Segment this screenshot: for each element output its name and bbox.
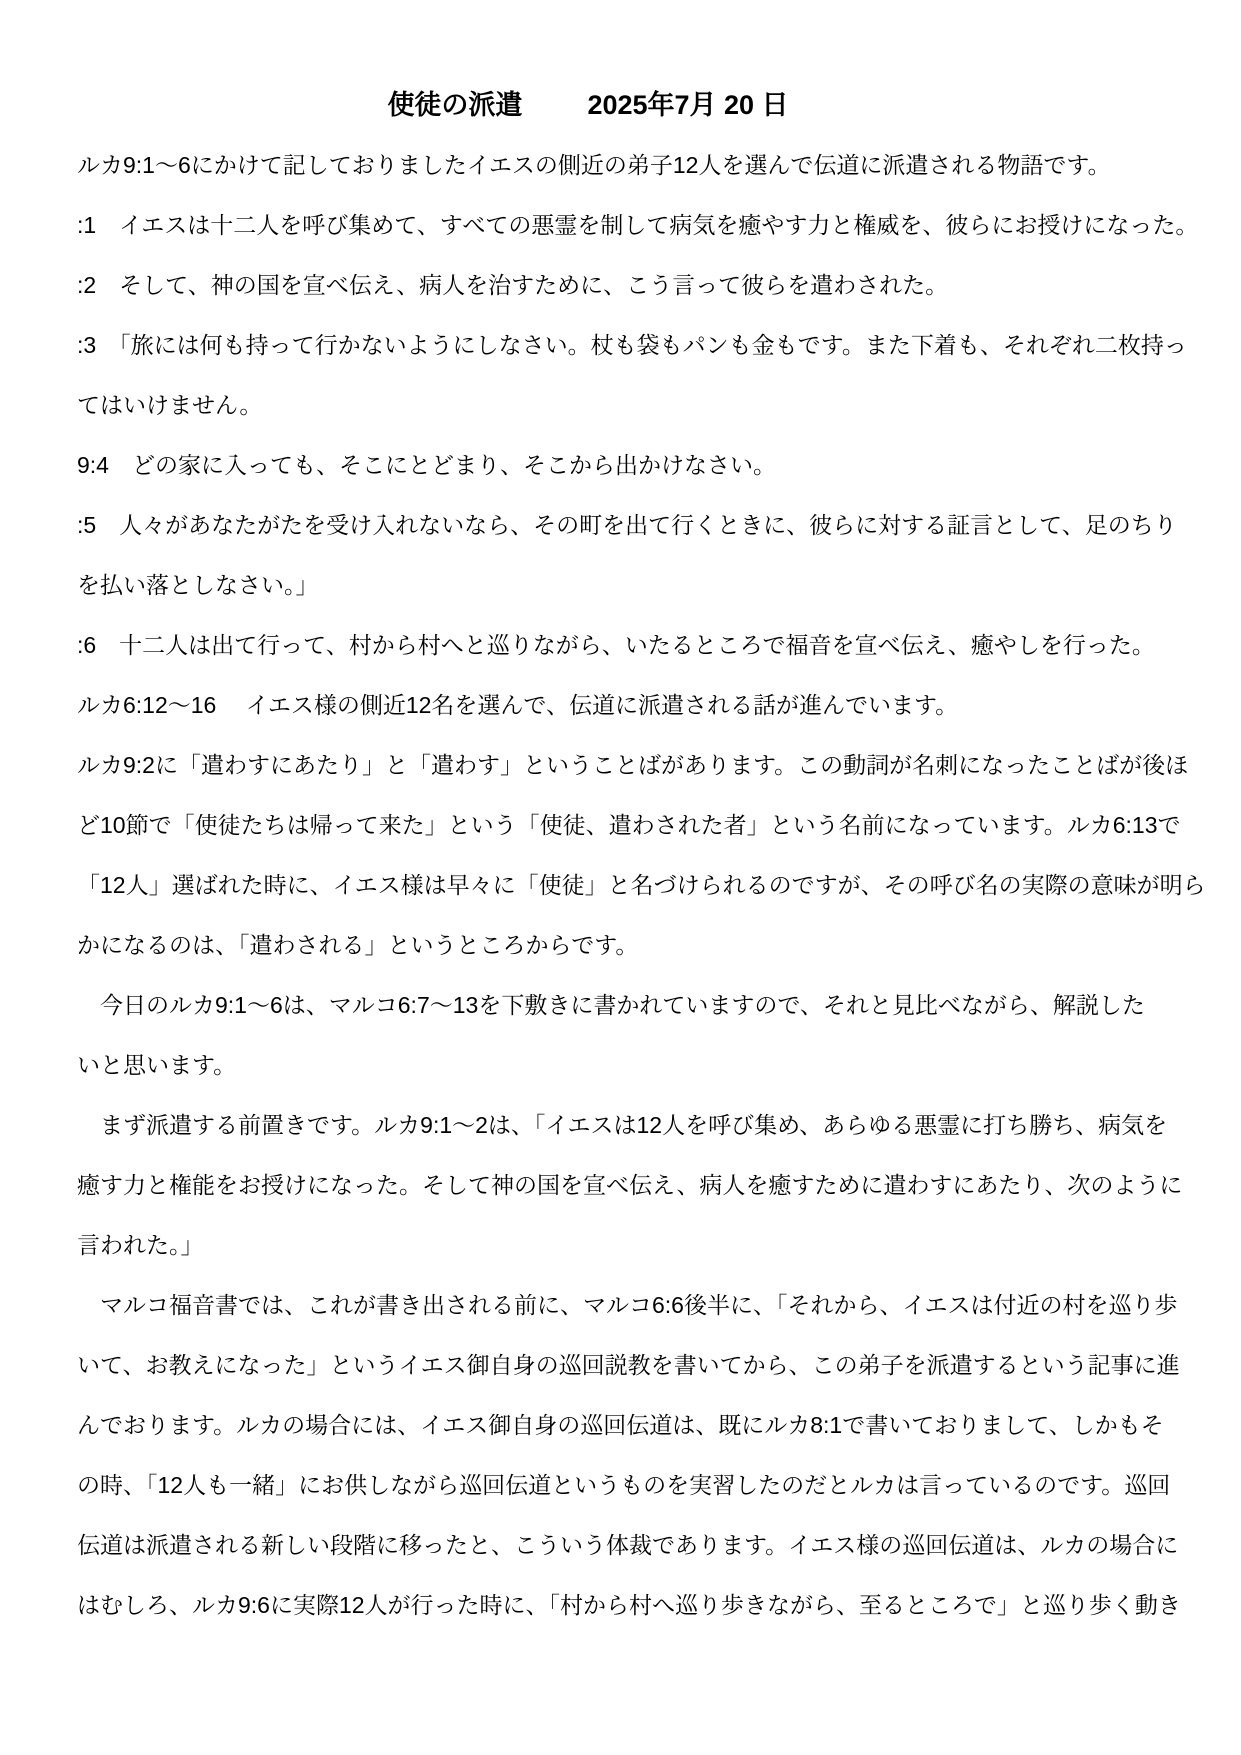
- text-line-22: んでおります。ルカの場合には、イエス御自身の巡回伝道は、既にルカ8:1で書いておりまして、しかもそ: [77, 1412, 1164, 1438]
- text-line-2: :1 イエスは十二人を呼び集めて、すべての悪霊を制して病気を癒やす力と権威を、彼らにお授けになった。: [77, 212, 1199, 238]
- text-line-10: ルカ6:12～16 イエス様の側近12名を選んで、伝道に派遣される話が進んでいます。: [77, 692, 959, 718]
- document-title: 使徒の派遣: [387, 90, 523, 120]
- text-line-24: 伝道は派遣される新しい段階に移ったと、こういう体裁であります。イエス様の巡回伝道は、ルカの場合に: [77, 1532, 1179, 1558]
- text-line-21: いて、お教えになった」というイエス御自身の巡回説教を書いてから、この弟子を派遣するという記事に進: [77, 1352, 1180, 1378]
- document-date: 2025年7月 20 日: [587, 90, 789, 120]
- document-header: [77, 75, 1185, 135]
- text-line-17: まず派遣する前置きです。ルカ9:1～2は、「イエスは12人を呼び集め、あらゆる悪霊に打ち勝ち、病気を: [77, 1112, 1168, 1138]
- text-line-5: てはいけません。: [77, 392, 263, 418]
- text-line-11: ルカ9:2に「遣わすにあたり」と「遣わす」ということばがあります。この動詞が名刺になったことばが後ほ: [77, 752, 1189, 778]
- text-line-8: を払い落としなさい。」: [77, 572, 319, 598]
- text-line-9: :6 十二人は出て行って、村から村へと巡りながら、いたるところで福音を宣べ伝え、癒やしを行った。: [77, 632, 1155, 658]
- text-line-3: :2 そして、神の国を宣べ伝え、病人を治すために、こう言って彼らを遣わされた。: [77, 272, 949, 298]
- text-line-19: 言われた。」: [77, 1232, 204, 1258]
- text-line-12: ど10節で「使徒たちは帰って来た」という「使徒、遣わされた者」という名前になっています。ルカ6:13で: [77, 812, 1181, 838]
- text-line-18: 癒す力と権能をお授けになった。そして神の国を宣べ伝え、病人を癒すために遣わすにあたり、次のように: [77, 1172, 1183, 1198]
- text-line-4: :3 「旅には何も持って行かないようにしなさい。杖も袋もパンも金もです。また下着も、それぞれ二枚持っ: [77, 332, 1187, 358]
- text-line-23: の時、「12人も一緒」にお供しながら巡回伝道というものを実習したのだとルカは言っているのです。巡回: [77, 1472, 1171, 1498]
- text-line-15: 今日のルカ9:1～6は、マルコ6:7～13を下敷きに書かれていますので、それと見比べながら、解説した: [77, 992, 1145, 1018]
- text-line-25: はむしろ、ルカ9:6に実際12人が行った時に、「村から村へ巡り歩きながら、至るところで」と巡り歩く動き: [77, 1592, 1181, 1618]
- text-line-7: :5 人々があなたがたを受け入れないなら、その町を出て行くときに、彼らに対する証言として、足のちり: [77, 512, 1177, 538]
- text-line-6: 9:4 どの家に入っても、そこにとどまり、そこから出かけなさい。: [77, 452, 776, 478]
- text-line-14: かになるのは、「遣わされる」というところからです。: [77, 932, 639, 958]
- text-line-13: 「12人」選ばれた時に、イエス様は早々に「使徒」と名づけられるのですが、その呼び名の実際の意味が明ら: [77, 872, 1206, 898]
- text-line-1: ルカ9:1～6にかけて記しておりましたイエスの側近の弟子12人を選んで伝道に派遣される物語です。: [77, 152, 1111, 178]
- text-line-16: いと思います。: [77, 1052, 237, 1078]
- text-line-20: マルコ福音書では、これが書き出される前に、マルコ6:6後半に、「それから、イエスは付近の村を巡り歩: [77, 1292, 1178, 1318]
